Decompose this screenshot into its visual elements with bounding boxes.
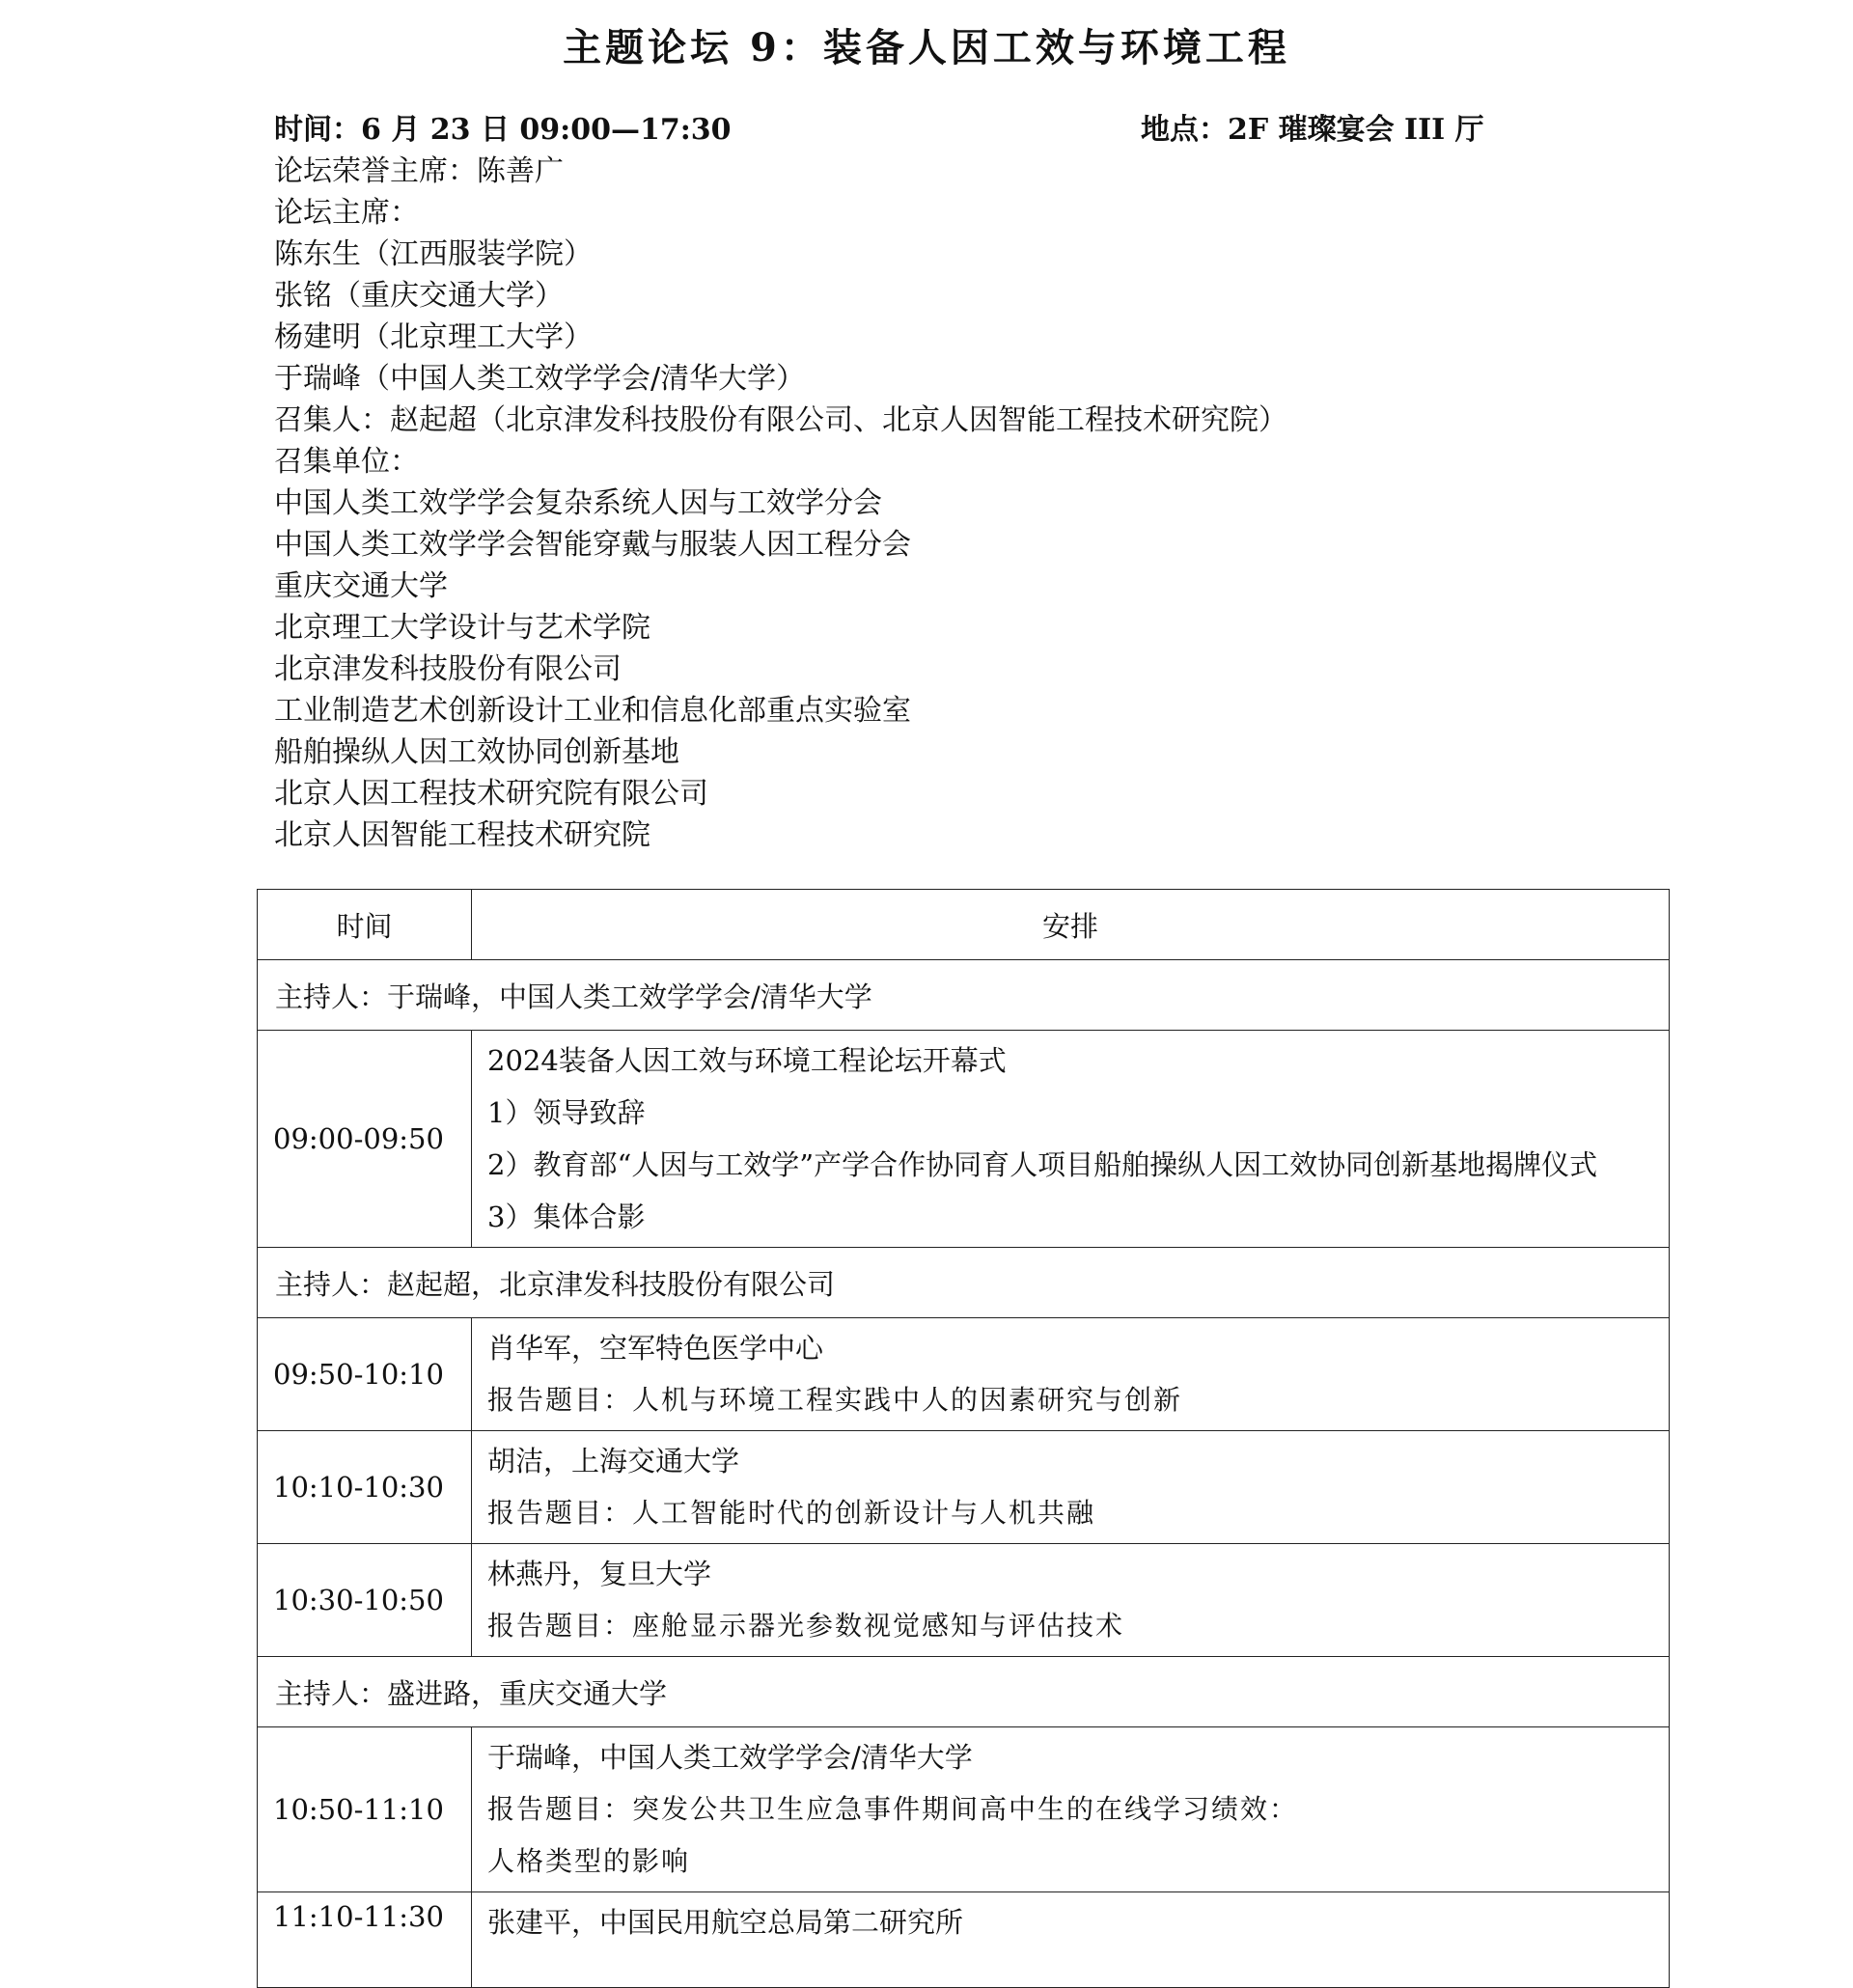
speaker: 胡洁，上海交通大学 <box>487 1445 740 1477</box>
convener: 召集人：赵起超（北京津发科技股份有限公司、北京人因智能工程技术研究院） <box>274 403 1287 437</box>
header-arrangement: 安排 <box>472 890 1670 960</box>
table-row <box>258 1892 1670 1988</box>
talk-cell <box>472 1892 1670 1988</box>
chair-item: 张铭（重庆交通大学） <box>274 279 564 313</box>
session-time: 09:50-10:10 <box>258 1318 472 1431</box>
units-label: 召集单位： <box>274 445 419 479</box>
table-row <box>258 1431 1670 1544</box>
opening-cell <box>472 1031 1670 1248</box>
session-time: 10:50-11:10 <box>258 1727 472 1892</box>
speaker: 于瑞峰，中国人类工效学学会/清华大学 <box>487 1741 973 1774</box>
time-location-row <box>274 109 1567 151</box>
talk-topic-continued: 人格类型的影响 <box>487 1845 691 1877</box>
opening-line: 1）领导致辞 <box>487 1096 646 1129</box>
host-text: 主持人：赵起超，北京津发科技股份有限公司 <box>258 1248 1670 1318</box>
page-title: 主题论坛 9：装备人因工效与环境工程 <box>563 25 1290 70</box>
table-row <box>258 1031 1670 1248</box>
chairs-label: 论坛主席： <box>274 196 419 230</box>
session-time: 10:30-10:50 <box>258 1544 472 1657</box>
unit-item: 中国人类工效学学会复杂系统人因与工效学分会 <box>274 486 882 520</box>
host-row <box>258 960 1670 1031</box>
table-row <box>258 1544 1670 1657</box>
table-row <box>258 1318 1670 1431</box>
unit-item: 船舶操纵人因工效协同创新基地 <box>274 735 679 769</box>
opening-line: 3）集体合影 <box>487 1201 646 1233</box>
unit-item: 北京理工大学设计与艺术学院 <box>274 611 650 645</box>
session-time: 09:00-09:50 <box>258 1031 472 1248</box>
forum-info <box>274 109 1567 856</box>
unit-item: 北京人因智能工程技术研究院 <box>274 818 650 852</box>
opening-line: 2）教育部“人因与工效学”产学合作协同育人项目船舶操纵人因工效协同创新基地揭牌仪式 <box>487 1148 1598 1181</box>
unit-item: 北京津发科技股份有限公司 <box>274 652 622 686</box>
forum-time: 时间：6 月 23 日 09:00—17:30 <box>274 113 732 147</box>
schedule-table <box>257 889 1670 1988</box>
unit-item: 重庆交通大学 <box>274 569 448 603</box>
forum-location: 地点：2F 璀璨宴会 III 厅 <box>1141 113 1484 147</box>
chair-item: 杨建明（北京理工大学） <box>274 320 593 354</box>
talk-cell <box>472 1544 1670 1657</box>
talk-topic: 报告题目：人工智能时代的创新设计与人机共融 <box>487 1497 1096 1529</box>
host-row <box>258 1248 1670 1318</box>
host-row <box>258 1657 1670 1727</box>
host-text: 主持人：盛进路，重庆交通大学 <box>258 1657 1670 1727</box>
talk-topic: 报告题目：人机与环境工程实践中人的因素研究与创新 <box>487 1384 1183 1416</box>
host-text: 主持人：于瑞峰，中国人类工效学学会/清华大学 <box>258 960 1670 1031</box>
talk-topic: 报告题目：座舱显示器光参数视觉感知与评估技术 <box>487 1610 1125 1642</box>
speaker: 肖华军，空军特色医学中心 <box>487 1332 824 1365</box>
talk-cell <box>472 1431 1670 1544</box>
speaker: 林燕丹，复旦大学 <box>487 1558 712 1590</box>
honorary-chair: 论坛荣誉主席：陈善广 <box>274 154 564 188</box>
table-header-row <box>258 890 1670 960</box>
chair-item: 于瑞峰（中国人类工效学学会/清华大学） <box>274 362 806 396</box>
unit-item: 中国人类工效学学会智能穿戴与服装人因工程分会 <box>274 528 911 562</box>
speaker: 张建平，中国民用航空总局第二研究所 <box>487 1906 964 1939</box>
chair-item: 陈东生（江西服装学院） <box>274 237 593 271</box>
talk-topic: 报告题目：突发公共卫生应急事件期间高中生的在线学习绩效： <box>487 1793 1299 1825</box>
session-time: 10:10-10:30 <box>258 1431 472 1544</box>
talk-cell <box>472 1727 1670 1892</box>
opening-line: 2024装备人因工效与环境工程论坛开幕式 <box>487 1044 1007 1077</box>
table-row <box>258 1727 1670 1892</box>
header-time: 时间 <box>258 890 472 960</box>
session-time: 11:10-11:30 <box>258 1892 472 1988</box>
talk-cell <box>472 1318 1670 1431</box>
unit-item: 北京人因工程技术研究院有限公司 <box>274 777 708 811</box>
unit-item: 工业制造艺术创新设计工业和信息化部重点实验室 <box>274 694 911 728</box>
